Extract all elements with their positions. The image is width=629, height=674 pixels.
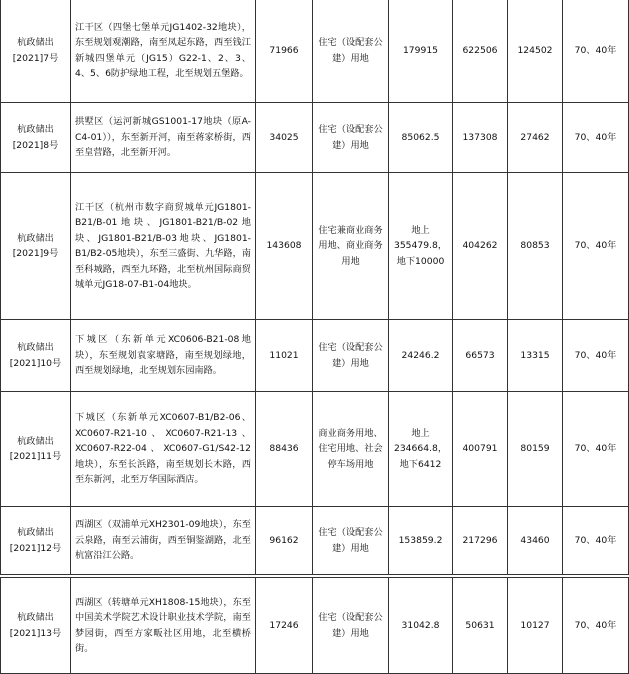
parcel-id: 杭政储出[2021]7号: [1, 0, 71, 103]
floor-area: 153859.2: [389, 507, 453, 575]
lease-term: 70、40年: [563, 392, 629, 507]
land-use: 住宅兼商业商务用地、商业商务用地: [313, 173, 389, 320]
starting-price: 66573: [453, 320, 508, 392]
land-use: 住宅（设配套公建）用地: [313, 320, 389, 392]
land-use: 住宅（设配套公建）用地: [313, 103, 389, 173]
starting-price: 137308: [453, 103, 508, 173]
parcel-description: 下城区（东新单元XC0607-B1/B2-06、XC0607-R21-10、XC0607-R21-13、XC0607-R22-04、XC0607-G1/S42-12地块），东至长浜路，南至规划长木路，西至东新河，北至万华国际酒店。: [71, 392, 256, 507]
parcel-id: 杭政储出[2021]8号: [1, 103, 71, 173]
table-row: [1, 507, 629, 575]
land-use: 住宅（设配套公建）用地: [313, 578, 389, 674]
parcel-area: 34025: [256, 103, 313, 173]
deposit: 80159: [508, 392, 563, 507]
parcel-id: 杭政储出[2021]9号: [1, 173, 71, 320]
table-row: [1, 0, 629, 103]
table-row: [1, 320, 629, 392]
parcel-description: 西湖区（转塘单元XH1808-15地块），东至中国美术学院艺术设计职业技术学院，南至梦园街，西至方家畈社区用地，北至横桥街。: [71, 578, 256, 674]
land-parcel-table-continued: [0, 577, 629, 674]
starting-price: 404262: [453, 173, 508, 320]
parcel-id: 杭政储出[2021]12号: [1, 507, 71, 575]
floor-area: 地上355479.8，地下10000: [389, 173, 453, 320]
deposit: 124502: [508, 0, 563, 103]
parcel-area: 71966: [256, 0, 313, 103]
starting-price: 50631: [453, 578, 508, 674]
parcel-description: 拱墅区（运河新城GS1001-17地块（原A-C4-01）），东至新开河，南至蒋家桥街，西至皇营路，北至新开河。: [71, 103, 256, 173]
lease-term: 70、40年: [563, 320, 629, 392]
parcel-area: 96162: [256, 507, 313, 575]
land-use: 住宅（设配套公建）用地: [313, 507, 389, 575]
lease-term: 70、40年: [563, 0, 629, 103]
lease-term: 70、40年: [563, 507, 629, 575]
starting-price: 217296: [453, 507, 508, 575]
parcel-area: 11021: [256, 320, 313, 392]
deposit: 27462: [508, 103, 563, 173]
land-use: 商业商务用地、住宅用地、社会停车场用地: [313, 392, 389, 507]
table-row: [1, 578, 629, 674]
parcel-description: 江干区（四堡七堡单元JG1402-32地块），东至规划观潮路，南至凤起东路，西至钱江新城四堡单元（JG15）G22-1、2、3、4、5、6防护绿地工程，北至规划五堡路。: [71, 0, 256, 103]
floor-area: 地上234664.8，地下6412: [389, 392, 453, 507]
parcel-area: 17246: [256, 578, 313, 674]
deposit: 10127: [508, 578, 563, 674]
floor-area: 179915: [389, 0, 453, 103]
deposit: 13315: [508, 320, 563, 392]
table-row: [1, 103, 629, 173]
parcel-id: 杭政储出[2021]11号: [1, 392, 71, 507]
lease-term: 70、40年: [563, 103, 629, 173]
parcel-description: 江干区（杭州市数字商贸城单元JG1801-B21/B-01地块、JG1801-B21/B-02地块、JG1801-B21/B-03地块、JG1801-B1/B2-05地块），东至三盛街、九华路，南至科城路，西至九环路，北至杭州国际商贸城单元JG18-07-B1-04地块。: [71, 173, 256, 320]
deposit: 80853: [508, 173, 563, 320]
parcel-area: 88436: [256, 392, 313, 507]
deposit: 43460: [508, 507, 563, 575]
starting-price: 400791: [453, 392, 508, 507]
floor-area: 85062.5: [389, 103, 453, 173]
lease-term: 70、40年: [563, 578, 629, 674]
floor-area: 24246.2: [389, 320, 453, 392]
table-row: [1, 173, 629, 320]
table-row: [1, 392, 629, 507]
parcel-id: 杭政储出[2021]13号: [1, 578, 71, 674]
parcel-id: 杭政储出[2021]10号: [1, 320, 71, 392]
floor-area: 31042.8: [389, 578, 453, 674]
parcel-description: 下城区（东新单元XC0606-B21-08地块），东至规划袁家塘路，南至规划绿地，西至规划绿地，北至规划东园南路。: [71, 320, 256, 392]
parcel-description: 西湖区（双浦单元XH2301-09地块），东至云泉路，南至云浦街，西至铜鉴湖路，北至杭富沿江公路。: [71, 507, 256, 575]
parcel-area: 143608: [256, 173, 313, 320]
starting-price: 622506: [453, 0, 508, 103]
lease-term: 70、40年: [563, 173, 629, 320]
land-use: 住宅（设配套公建）用地: [313, 0, 389, 103]
